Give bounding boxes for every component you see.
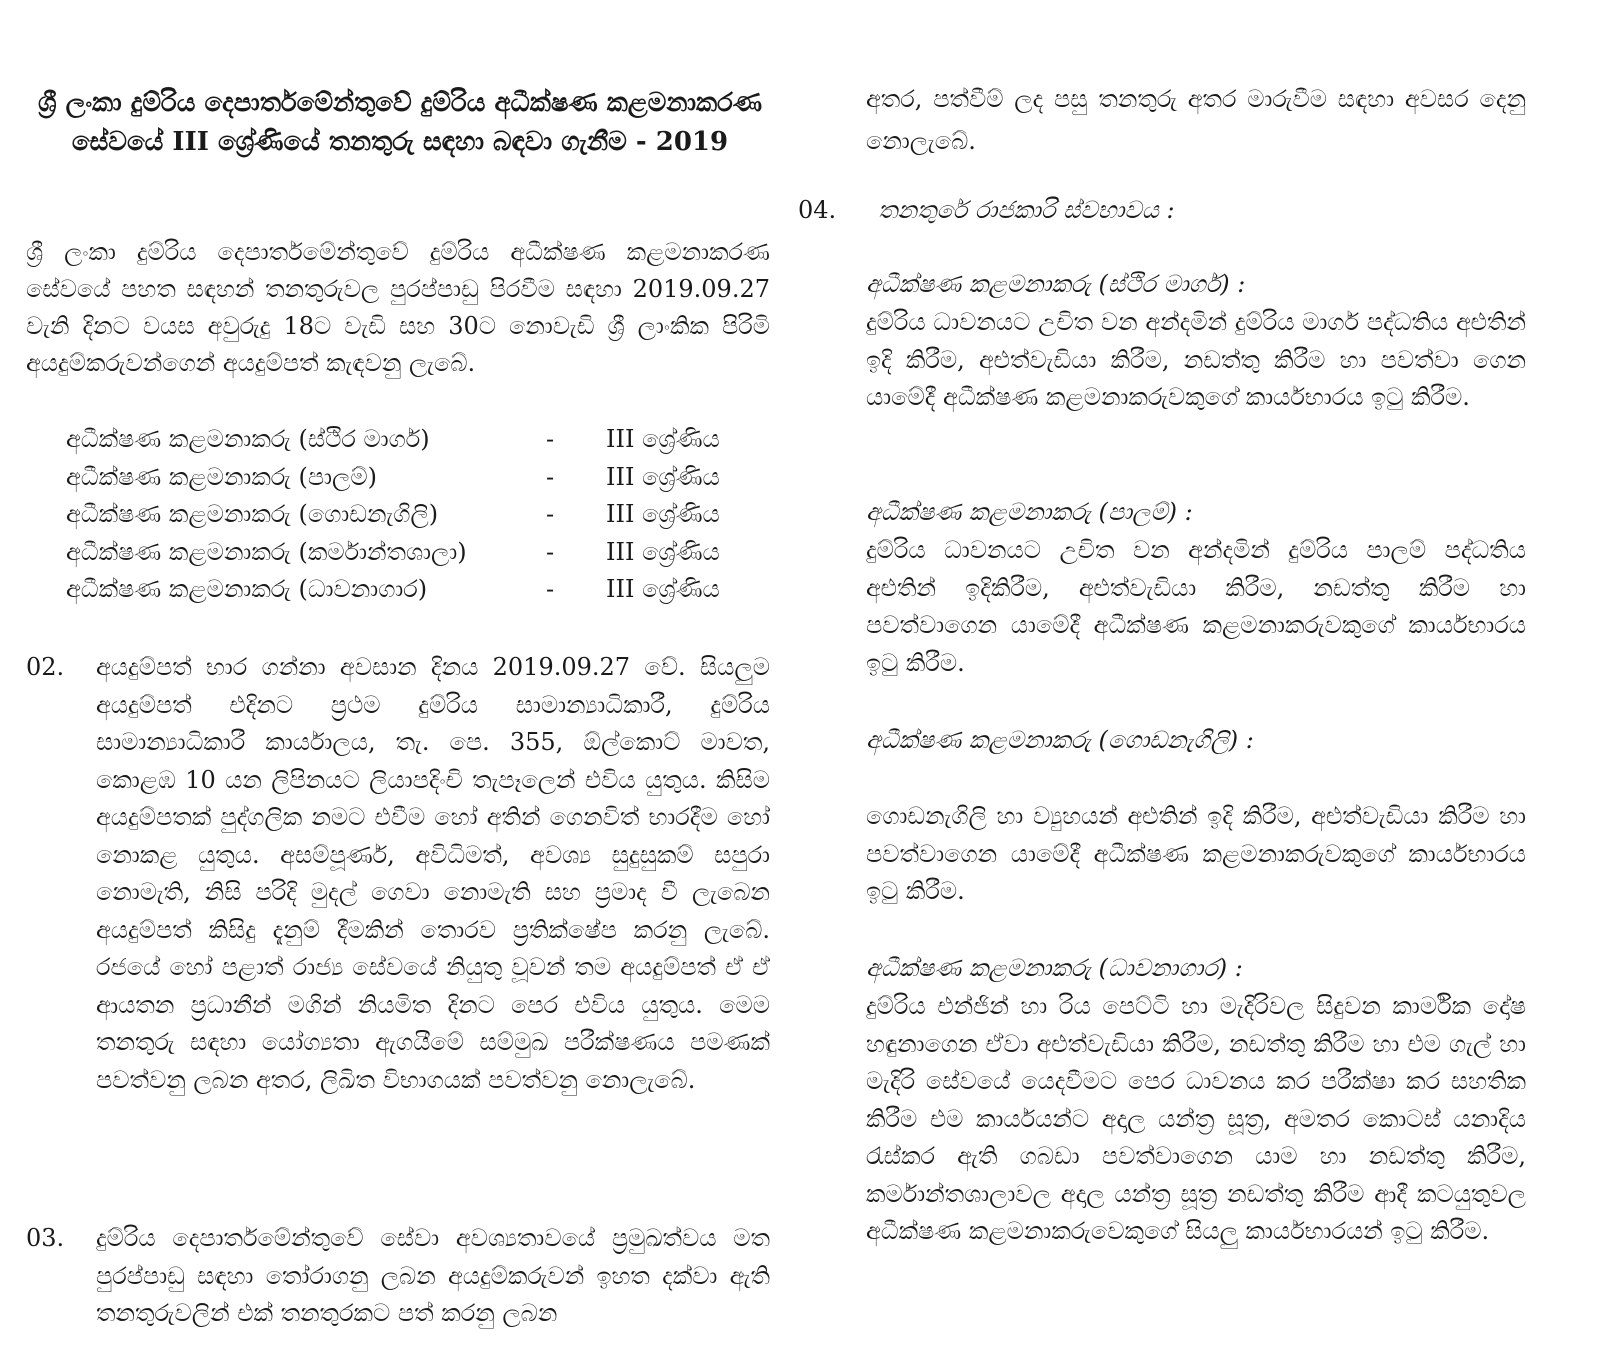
post-dash: -: [546, 425, 555, 453]
post-grade: III ශ්‍රේණිය: [606, 462, 720, 491]
post-grade: III ශ්‍රේණිය: [606, 537, 720, 566]
section-04-title: තනතුරේ රාජකාරි ස්වභාවය :: [878, 196, 1175, 224]
duty-text: ගොඩනැගිලි හා ව්‍යුහයන් අළුතින් ඉදි කිරීම, අළුත්වැඩියා කිරීම හා පවත්වාගෙන යාමේදී අධීක්ෂණ කළමනාකරුවකුගේ කාර්යභාරය ඉටු කිරීම.: [866, 802, 1526, 905]
duty-title: අධීක්ෂණ කළමනාකරු (ස්ථිර මාර්ග) :: [866, 270, 1246, 298]
duty-text: දුම්රිය ධාවනයට උචිත වන අන්දමින් දුම්රිය පාලම් පද්ධතිය අළුතින් ඉදිකිරීම, අළුත්වැඩියා කිරීම, නඩත්තු කිරීම හා පවත්වාගෙන යාමේදී අධීක්ෂණ කළමනාකරුවකුගේ කාර්යභාරය ඉටු කිරීම.: [866, 536, 1526, 677]
post-row: [66, 534, 756, 572]
duty-title: අධීක්ෂණ කළමනාකරු (ධාවනාගාර) :: [866, 954, 1243, 982]
duty-title: අධීක්ෂණ කළමනාකරු (ගොඩනැගිලි) :: [866, 726, 1254, 754]
section-03-text: දුම්රිය දෙපාර්තමේන්තුවේ සේවා අවශ්‍යතාවයේ ප්‍රමුඛත්වය මත පුරප්පාඩු සඳහා තෝරාගනු ලබන අයදුම්කරුවන් ඉහත දක්වා ඇති තනතුරුවලින් එක් තනතුරකට පත් කරනු ලබන: [96, 1224, 770, 1327]
post-dash: -: [546, 500, 555, 528]
post-name: අධීක්ෂණ කළමනාකරු (ස්ථිර මාර්ග): [66, 425, 430, 453]
post-row: [66, 496, 756, 534]
post-row: [66, 571, 756, 609]
posts-list: [66, 421, 756, 609]
duty-title: අධීක්ෂණ කළමනාකරු (පාලම්) :: [866, 498, 1193, 526]
duty-text: දුම්රිය එන්ජින් හා රිය පෙට්ටි හා මැදිරිවල සිදුවන කාර්මික දෝෂ හඳුනාගෙන ඒවා අළුත්වැඩියා කිරීම, නඩත්තු කිරීම හා එම ගැල් හා මැදිරි සේවයේ යෙදවීමට පෙර ධාවනය කර පරීක්ෂා කර සහතික කිරීම එම කාර්යයන්ට අදාල යන්ත්‍ර සූත්‍ර, අමතර කොටස් යනාදිය රැස්කර ඇති ගබඩා පවත්වාගෙන යාම හා නඩත්තු කිරීම, කර්මාන්තශාලාවල අදාල යන්ත්‍ර සූත්‍ර නඩත්තු කිරීම ආදී කටයුතුවල අධීක්ෂණ කළමනාකරුවෙකුගේ සියලු කාර්යභාරයන් ඉටු කිරීම.: [866, 992, 1526, 1245]
post-dash: -: [546, 537, 555, 566]
post-row: [66, 421, 756, 459]
notice-title: ශ්‍රී ලංකා දුම්රිය දෙපාර්තමේන්තුවේ දුම්රිය අධීක්ෂණ කළමනාකරණ සේවයේ III ශ්‍රේණියේ තනතුරු සඳහා බඳවා ගැනීම - 2019: [37, 88, 763, 157]
intro-paragraph: ශ්‍රී ලංකා දුම්රිය දෙපාර්තමේන්තුවේ දුම්රිය අධීක්ෂණ කළමනාකරණ සේවයේ පහත සඳහන් තනතුරුවල පුරප්පාඩු පිරවීම සඳහා 2019.09.27 වැනි දිනට වයස අවුරුදු 18ට වැඩි සහ 30ට නොවැඩි ශ්‍රී ලාංකික පිරිමි අයදුම්කරුවන්ගෙන් අයදුම්පත් කැඳවනු ලැබේ.: [26, 238, 770, 377]
post-name: අධීක්ෂණ කළමනාකරු (ධාවනාගාර): [66, 575, 428, 603]
post-name: අධීක්ෂණ කළමනාකරු (ගොඩනැගිලි): [66, 500, 439, 528]
post-grade: III ශ්‍රේණිය: [606, 575, 720, 603]
section-number: 04.: [798, 196, 837, 224]
post-name: අධීක්ෂණ කළමනාකරු (පාලම්): [66, 462, 377, 491]
section-number: 02.: [26, 653, 65, 681]
section-number: 03.: [26, 1224, 65, 1252]
post-grade: III ශ්‍රේණිය: [606, 425, 720, 453]
section-02-text: අයදුම්පත් භාර ගන්නා අවසාන දිනය 2019.09.27 වේ. සියලුම අයදුම්පත් එදිනට ප්‍රථම දුම්රිය සාමාන්‍යාධිකාරී, දුම්රිය සාමාන්‍යාධිකාරී කාර්යාලය, තැ. පෙ. 355, ඕල්කොට් මාවත, කොළඹ 10 යන ලිපිනයට ලියාපදිංචි තැපෑලෙන් එවිය යුතුය. කිසිම අයදුම්පතක් පුද්ගලික නමට එවීම හෝ අතින් ගෙනවිත් භාරදීම හෝ නොකළ යුතුය. අසම්පූර්ණ, අවිධිමත්, අවශ්‍ය සුදුසුකම් සපුරා නොමැති, නිසි පරිදි මුදල් ගෙවා නොමැති සහ ප්‍රමාද වී ලැබෙන අයදුම්පත් කිසිදු දැනුම් දීමකින් තොරව ප්‍රතික්ෂේප කරනු ලැබේ. රජයේ හෝ පළාත් රාජ්‍ය සේවයේ නියුතු වූවන් තම අයදුම්පත් ඒ ඒ ආයතන ප්‍රධානීන් මගින් නියමිත දිනට පෙර එවිය යුතුය. මෙම තනතුරු සඳහා යෝග්‍යතා ඇගයීමේ සම්මුඛ පරීක්ෂණය පමණක් පවත්වනු ලබන අතර, ලිඛිත විභාගයක් පවත්වනු නොලැබේ.: [96, 653, 770, 1094]
post-dash: -: [546, 462, 555, 491]
section-03-continuation: අතර, පත්වීම් ලද පසු තනතුරු අතර මාරුවීම සඳහා අවසර දෙනු නොලැබේ.: [866, 85, 1526, 155]
post-row: [66, 459, 756, 497]
post-grade: III ශ්‍රේණිය: [606, 500, 720, 528]
post-name: අධීක්ෂණ කළමනාකරු (කර්මාන්තශාලා): [66, 537, 467, 566]
duty-text: දුම්රිය ධාවනයට උචිත වන අන්දමින් දුම්රිය මාර්ග පද්ධතිය අළුතින් ඉදි කිරීම, අළුත්වැඩියා කිරීම, නඩත්තු කිරීම හා පවත්වා ගෙන යාමේදී අධීක්ෂණ කළමනාකරුවකුගේ කාර්යභාරය ඉටු කිරීම.: [866, 308, 1526, 411]
post-dash: -: [546, 575, 555, 603]
